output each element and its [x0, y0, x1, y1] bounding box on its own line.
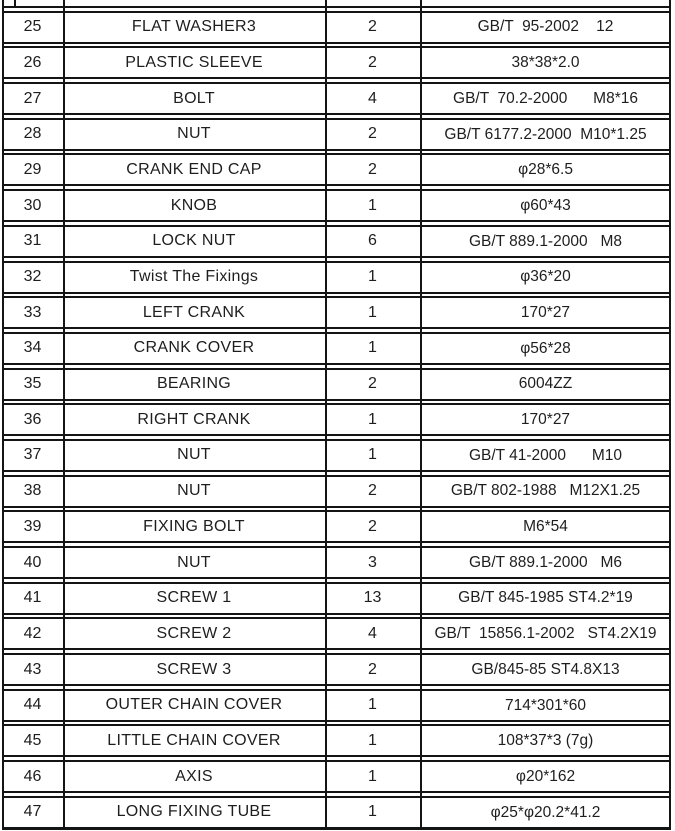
- cut-off-row-edge: [2, 0, 671, 8]
- part-name-cell: SCREW 2: [156, 624, 232, 642]
- quantity-cell: 4: [368, 89, 377, 107]
- table-left-border-line: [2, 0, 4, 830]
- part-name-cell: AXIS: [175, 767, 213, 785]
- spec-cell: φ25*φ20.2*41.2: [490, 803, 601, 821]
- part-name-cell: LOCK NUT: [152, 232, 236, 250]
- part-name-cell: KNOB: [170, 196, 218, 214]
- cut-off-row-stub-line: [14, 0, 16, 6]
- part-name-cell: PLASTIC SLEEVE: [125, 53, 263, 71]
- spec-cell: 38*38*2.0: [511, 54, 580, 72]
- table-row: [2, 189, 671, 222]
- quantity-cell: 13: [363, 589, 382, 607]
- quantity-cell: 6: [368, 232, 377, 250]
- part-number-cell: 35: [23, 375, 42, 393]
- quantity-cell: 1: [368, 339, 377, 357]
- part-name-cell: BOLT: [173, 89, 215, 107]
- part-name-cell: LEFT CRANK: [142, 303, 246, 321]
- part-number-cell: 32: [23, 268, 42, 285]
- quantity-cell: 2: [368, 375, 377, 393]
- column-divider-line-qty: [420, 0, 422, 830]
- part-name-cell: FIXING BOLT: [143, 517, 245, 535]
- part-number-cell: 34: [23, 339, 42, 357]
- part-name-cell: SCREW 3: [156, 660, 232, 678]
- quantity-cell: 2: [368, 660, 377, 678]
- table-row: [2, 724, 671, 757]
- part-number-cell: 28: [23, 125, 42, 143]
- spec-cell: φ36*20: [520, 268, 571, 286]
- quantity-cell: 2: [368, 482, 377, 500]
- quantity-cell: 1: [368, 696, 377, 714]
- part-name-cell: SCREW 1: [156, 589, 232, 607]
- table-row: [2, 689, 671, 722]
- part-name-cell: NUT: [177, 553, 211, 571]
- quantity-cell: 1: [368, 196, 377, 214]
- part-number-cell: 39: [23, 517, 42, 535]
- part-number-cell: 40: [23, 553, 42, 571]
- spec-cell: GB/845-85 ST4.8X13: [471, 660, 620, 678]
- table-row: [2, 617, 671, 650]
- part-name-cell: FLAT WASHER3: [131, 18, 257, 36]
- spec-cell: φ28*6.5: [518, 161, 573, 179]
- spec-cell: GB/T 802-1988 M12X1.25: [450, 482, 641, 500]
- spec-cell: 714*301*60: [504, 696, 587, 714]
- column-divider-line-number: [63, 0, 65, 830]
- quantity-cell: 2: [368, 125, 377, 143]
- part-number-cell: 38: [23, 482, 42, 500]
- quantity-cell: 2: [368, 18, 377, 36]
- quantity-cell: 1: [368, 303, 377, 321]
- part-name-cell: BEARING: [156, 375, 232, 393]
- table-row: [2, 582, 671, 615]
- quantity-cell: 2: [368, 53, 377, 71]
- table-row: [2, 46, 671, 79]
- spec-cell: GB/T 845-1985 ST4.2*19: [458, 589, 633, 607]
- spec-cell: 108*37*3 (7g): [497, 732, 594, 750]
- quantity-cell: 1: [368, 410, 377, 428]
- part-name-cell: NUT: [177, 482, 211, 500]
- part-number-cell: 25: [23, 18, 42, 36]
- part-name-cell: OUTER CHAIN COVER: [105, 696, 283, 714]
- part-name-cell: CRANK COVER: [133, 339, 255, 357]
- table-row: [2, 653, 671, 686]
- table-row: [2, 475, 671, 508]
- part-number-cell: 37: [23, 446, 42, 464]
- table-right-border-line: [669, 0, 671, 830]
- quantity-cell: 4: [368, 624, 377, 642]
- part-name-cell: LITTLE CHAIN COVER: [107, 731, 281, 749]
- quantity-cell: 2: [368, 517, 377, 535]
- part-number-cell: 29: [23, 160, 42, 178]
- spec-cell: 170*27: [520, 303, 571, 321]
- spec-cell: GB/T 95-2002 12: [477, 18, 614, 36]
- part-number-cell: 33: [23, 303, 42, 321]
- table-row: [2, 403, 671, 436]
- table-row: [2, 796, 671, 830]
- part-number-cell: 42: [23, 624, 42, 642]
- spec-cell: M6*54: [523, 518, 568, 536]
- part-number-cell: 45: [23, 731, 42, 749]
- spec-cell: φ20*162: [515, 767, 576, 785]
- part-number-cell: 30: [23, 196, 42, 214]
- part-number-cell: 44: [23, 696, 42, 714]
- spec-cell: φ60*43: [520, 196, 571, 214]
- spec-cell: GB/T 70.2-2000 M8*16: [453, 89, 638, 107]
- table-row: [2, 296, 671, 329]
- part-number-cell: 41: [23, 589, 42, 607]
- table-row: [2, 118, 671, 151]
- table-row: [2, 439, 671, 472]
- table-row: [2, 510, 671, 543]
- spec-cell: GB/T 889.1-2000 M6: [468, 553, 623, 571]
- part-number-cell: 46: [23, 767, 42, 785]
- quantity-cell: 1: [368, 446, 377, 464]
- spec-cell: GB/T 6177.2-2000 M10*1.25: [444, 125, 647, 143]
- part-number-cell: 26: [23, 53, 42, 71]
- parts-table: [2, 0, 671, 830]
- table-row: [2, 82, 671, 115]
- quantity-cell: 1: [368, 731, 377, 749]
- part-number-cell: 36: [23, 410, 42, 428]
- quantity-cell: 3: [368, 553, 377, 571]
- spec-cell: φ56*28: [520, 339, 571, 357]
- quantity-cell: 2: [368, 160, 377, 178]
- spec-cell: GB/T 15856.1-2002 ST4.2X19: [434, 625, 657, 643]
- table-row: [2, 368, 671, 401]
- spec-cell: GB/T 889.1-2000 M8: [468, 232, 623, 250]
- spec-cell: 6004ZZ: [518, 375, 573, 393]
- part-name-cell: NUT: [177, 125, 211, 143]
- table-row: [2, 261, 671, 294]
- quantity-cell: 1: [368, 767, 377, 785]
- part-name-cell: NUT: [177, 446, 211, 464]
- part-name-cell: LONG FIXING TUBE: [116, 803, 272, 821]
- part-name-cell: CRANK END CAP: [126, 160, 262, 178]
- table-row: [2, 332, 671, 365]
- part-name-cell: Twist The Fixings: [129, 268, 259, 285]
- quantity-cell: 1: [368, 803, 377, 821]
- part-number-cell: 27: [23, 89, 42, 107]
- part-number-cell: 47: [23, 803, 42, 821]
- quantity-cell: 1: [368, 268, 377, 285]
- spec-cell: GB/T 41-2000 M10: [468, 446, 623, 464]
- column-divider-line-name: [325, 0, 327, 830]
- part-number-cell: 43: [23, 660, 42, 678]
- table-row: [2, 760, 671, 793]
- table-row: [2, 546, 671, 579]
- table-row: [2, 225, 671, 258]
- part-name-cell: RIGHT CRANK: [137, 410, 251, 428]
- part-number-cell: 31: [23, 232, 42, 250]
- spec-cell: 170*27: [520, 411, 571, 428]
- table-row: [2, 11, 671, 44]
- table-row: [2, 153, 671, 186]
